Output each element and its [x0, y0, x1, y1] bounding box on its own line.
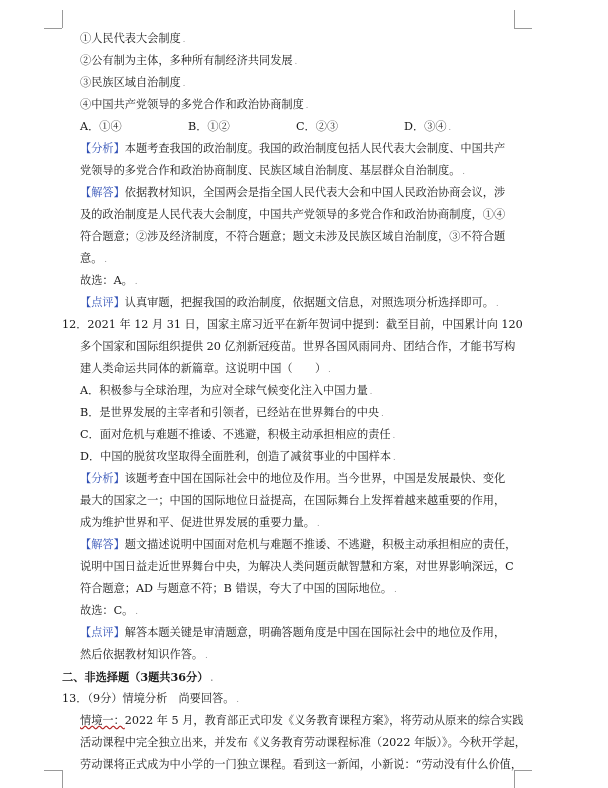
- answer-tag: 【解答】: [80, 186, 125, 199]
- choice-b: B．①②: [188, 120, 230, 133]
- option-item-2: ②公有制为主体，多种所有制经济共同发展 .: [80, 54, 298, 67]
- q12-comment-tag: 【点评】: [80, 626, 125, 639]
- choice-options: A．①④ B．①② C．②③ D．③④ .: [80, 120, 452, 133]
- question-12-option-c: C．面对危机与难题不推诿、不逃避，积极主动承担相应的责任 .: [80, 428, 396, 441]
- section-title: 二、非选择题（3题共36分） .: [62, 670, 214, 684]
- q12-comment-line-2: 然后依据教材知识作答。 .: [80, 648, 208, 661]
- option-item-3: ③民族区域自治制度 .: [80, 76, 186, 89]
- answer-line-3: 符合题意；②涉及经济制度，不符合题意；题文未涉及民族区域自治制度，③不符合题: [80, 230, 506, 243]
- answer-line-4: 意。 .: [80, 252, 107, 265]
- question-13-line-2: 情境一：2022 年 5 月，教育部正式印发《义务教育课程方案》，将劳动从原来的综合实践: [80, 714, 524, 727]
- crop-mark-bottom-right-v: [514, 770, 515, 788]
- comment-tag: 【点评】: [80, 296, 125, 309]
- q12-analysis-tag: 【分析】: [80, 472, 125, 485]
- question-13-line-3: 活动课程中完全独立出来，并发布《义务教育劳动课程标准（2022 年版）》。今秋开学起，: [80, 736, 526, 749]
- question-12-option-d: D．中国的脱贫攻坚取得全面胜利，创造了减贫事业的中国样本 .: [80, 450, 396, 463]
- q12-analysis-line-3: 成为维护世界和平、促进世界发展的重要力量。 .: [80, 516, 320, 529]
- option-item-4: ④中国共产党领导的多党合作和政治协商制度 .: [80, 98, 309, 111]
- situation-label: 情境一：: [80, 714, 125, 727]
- choice-c: C．②③: [296, 120, 339, 133]
- question-12-line-1: 12．2021 年 12 月 31 日，国家主席习近平在新年贺词中提到：截至目前，中国累计向 120: [62, 318, 523, 331]
- question-12-line-3: 建人类命运共同体的新篇章。这说明中国（ ） .: [80, 362, 331, 375]
- choose-line: 故选：A。 .: [80, 274, 138, 287]
- question-12-option-b: B．是世界发展的主宰者和引领者，已经站在世界舞台的中央 .: [80, 406, 384, 419]
- question-13-line-1: 13．（9分）情境分析 尚要回答。 .: [62, 692, 239, 705]
- comment-line-1: 【点评】认真审题，把握我国的政治制度，依据题文信息，对照选项分析选择即可。 .: [80, 296, 499, 309]
- q12-comment-line-1: 【点评】解答本题关键是审清题意，明确答题角度是中国在国际社会中的地位及作用，: [80, 626, 506, 639]
- q12-analysis-line-1: 【分析】该题考查中国在国际社会中的地位及作用。当今世界，中国是发展最快、变化: [80, 472, 506, 485]
- crop-mark-bottom-left-h: [44, 770, 62, 771]
- crop-mark-top-right-v: [514, 10, 515, 28]
- choice-a: A．①④: [80, 120, 122, 133]
- option-item-1: ①人民代表大会制度 .: [80, 32, 186, 45]
- crop-mark-top-right-h: [514, 28, 532, 29]
- q12-answer-line-1: 【解答】题文描述说明中国面对危机与难题不推诿、不逃避，积极主动承担相应的责任，: [80, 538, 517, 551]
- analysis-tag: 【分析】: [80, 142, 125, 155]
- answer-line-1: 【解答】依据教材知识，全国两会是指全国人民代表大会和中国人民政治协商会议，涉: [80, 186, 506, 199]
- q12-answer-line-3: 符合题意；AD 与题意不符；B 错误，夸大了中国的国际地位。 .: [80, 582, 397, 595]
- crop-mark-top-left-v: [62, 10, 63, 28]
- answer-line-2: 及的政治制度是人民代表大会制度，中国共产党领导的多党合作和政治协商制度，①④: [80, 208, 506, 221]
- analysis-line-2: 党领导的多党合作和政治协商制度、民族区域自治制度、基层群众自治制度。 .: [80, 164, 465, 177]
- q12-choose-line: 故选：C。 .: [80, 604, 138, 617]
- question-12-line-2: 多个国家和国际组织提供 20 亿剂新冠疫苗。世界各国风雨同舟、团结合作，才能书写构: [80, 340, 516, 353]
- crop-mark-top-left-h: [44, 28, 62, 29]
- q12-answer-tag: 【解答】: [80, 538, 125, 551]
- q12-analysis-line-2: 最大的国家之一；中国的国际地位日益提高，在国际舞台上发挥着越来越重要的作用，: [80, 494, 506, 507]
- question-12-option-a: A．积极参与全球治理，为应对全球气候变化注入中国力量 .: [80, 384, 373, 397]
- crop-mark-bottom-left-v: [62, 770, 63, 788]
- q12-answer-line-2: 说明中国日益走近世界舞台中央，为解决人类问题贡献智慧和方案，对世界影响深远，C: [80, 560, 514, 573]
- question-13-line-4: 劳动课将正式成为中小学的一门独立课程。看到这一新闻，小新说：“劳动没有什么价值，: [80, 758, 523, 771]
- analysis-line-1: 【分析】本题考查我国的政治制度。我国的政治制度包括人民代表大会制度、中国共产: [80, 142, 506, 155]
- choice-d: D．③④: [404, 120, 447, 133]
